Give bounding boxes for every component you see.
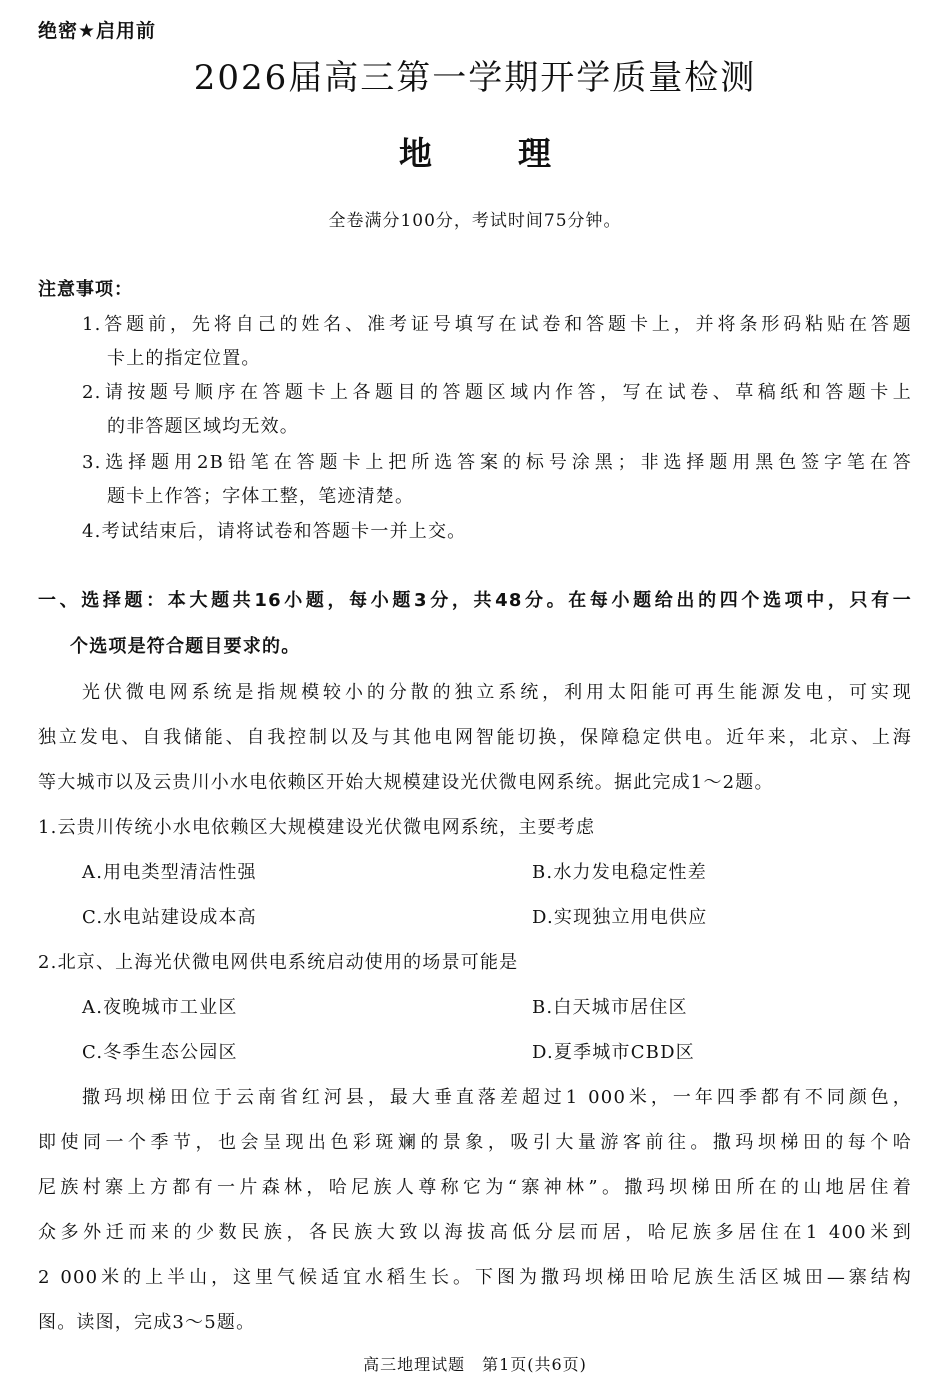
notice-item-3-line-2: 题卡上作答；字体工整，笔迹清楚。: [107, 486, 415, 507]
question-1-option-d: D.实现独立用电供应: [532, 907, 708, 928]
question-2-option-a: A.夜晚城市工业区: [82, 997, 238, 1018]
section-heading-line-2: 个选项是符合题目要求的。: [70, 636, 301, 657]
notice-item-1-line-1: 1.答题前，先将自己的姓名、准考证号填写在试卷和答题卡上，并将条形码粘贴在答题: [82, 314, 912, 335]
question-2-option-c: C.冬季生态公园区: [82, 1042, 238, 1063]
subject-char-2: 理: [518, 134, 551, 173]
question-2-option-b: B.白天城市居住区: [532, 997, 688, 1018]
question-1-option-c: C.水电站建设成本高: [82, 907, 257, 928]
passage-2-line-6: 图。读图，完成3～5题。: [38, 1312, 256, 1333]
passage-1-line-3: 等大城市以及云贵川小水电依赖区开始大规模建设光伏微电网系统。据此完成1～2题。: [38, 772, 774, 793]
passage-2-line-2: 即使同一个季节，也会呈现出色彩斑斓的景象，吸引大量游客前往。撒玛坝梯田的每个哈: [38, 1132, 912, 1153]
question-2-option-d: D.夏季城市CBD区: [532, 1042, 695, 1063]
question-1-option-a: A.用电类型清洁性强: [82, 862, 257, 883]
page-footer: 高三地理试题 第1页(共6页): [363, 1355, 587, 1374]
subject-title: [0, 128, 950, 175]
passage-1-line-1: 光伏微电网系统是指规模较小的分散的独立系统，利用太阳能可再生能源发电，可实现: [82, 682, 912, 703]
notice-item-4-line-1: 4.考试结束后，请将试卷和答题卡一并上交。: [82, 521, 467, 542]
passage-2-line-4: 众多外迁而来的少数民族，各民族大致以海拔高低分层而居，哈尼族多居住在1 400米到: [38, 1222, 912, 1243]
notice-item-2-line-1: 2.请按题号顺序在答题卡上各题目的答题区域内作答，写在试卷、草稿纸和答题卡上: [82, 382, 912, 403]
passage-2-line-1: 撒玛坝梯田位于云南省红河县，最大垂直落差超过1 000米，一年四季都有不同颜色，: [82, 1087, 912, 1108]
notice-heading: 注意事项：: [38, 279, 133, 300]
notice-item-1-line-2: 卡上的指定位置。: [107, 348, 261, 369]
section-heading-line-1: 一、选择题：本大题共16小题，每小题3分，共48分。在每小题给出的四个选项中，只有一: [38, 590, 912, 611]
passage-2-line-5: 2 000米的上半山，这里气候适宜水稻生长。下图为撒玛坝梯田哈尼族生活区城田—寨结构: [38, 1267, 912, 1288]
question-2-stem: 2.北京、上海光伏微电网供电系统启动使用的场景可能是: [38, 952, 519, 973]
question-1-stem: 1.云贵川传统小水电依赖区大规模建设光伏微电网系统，主要考虑: [38, 817, 596, 838]
secret-mark: 绝密★启用前: [38, 20, 157, 42]
notice-item-2-line-2: 的非答题区域均无效。: [107, 416, 299, 437]
notice-item-3-line-1: 3.选择题用2B铅笔在答题卡上把所选答案的标号涂黑；非选择题用黑色签字笔在答: [82, 452, 912, 473]
score-info: 全卷满分100分，考试时间75分钟。: [328, 211, 622, 231]
question-1-option-b: B.水力发电稳定性差: [532, 862, 707, 883]
exam-title: 2026届高三第一学期开学质量检测: [193, 58, 757, 98]
passage-1-line-2: 独立发电、自我储能、自我控制以及与其他电网智能切换，保障稳定供电。近年来，北京、上海: [38, 727, 912, 748]
passage-2-line-3: 尼族村寨上方都有一片森林，哈尼族人尊称它为“寨神林”。撒玛坝梯田所在的山地居住着: [38, 1177, 912, 1198]
subject-char-1: 地: [399, 134, 432, 173]
